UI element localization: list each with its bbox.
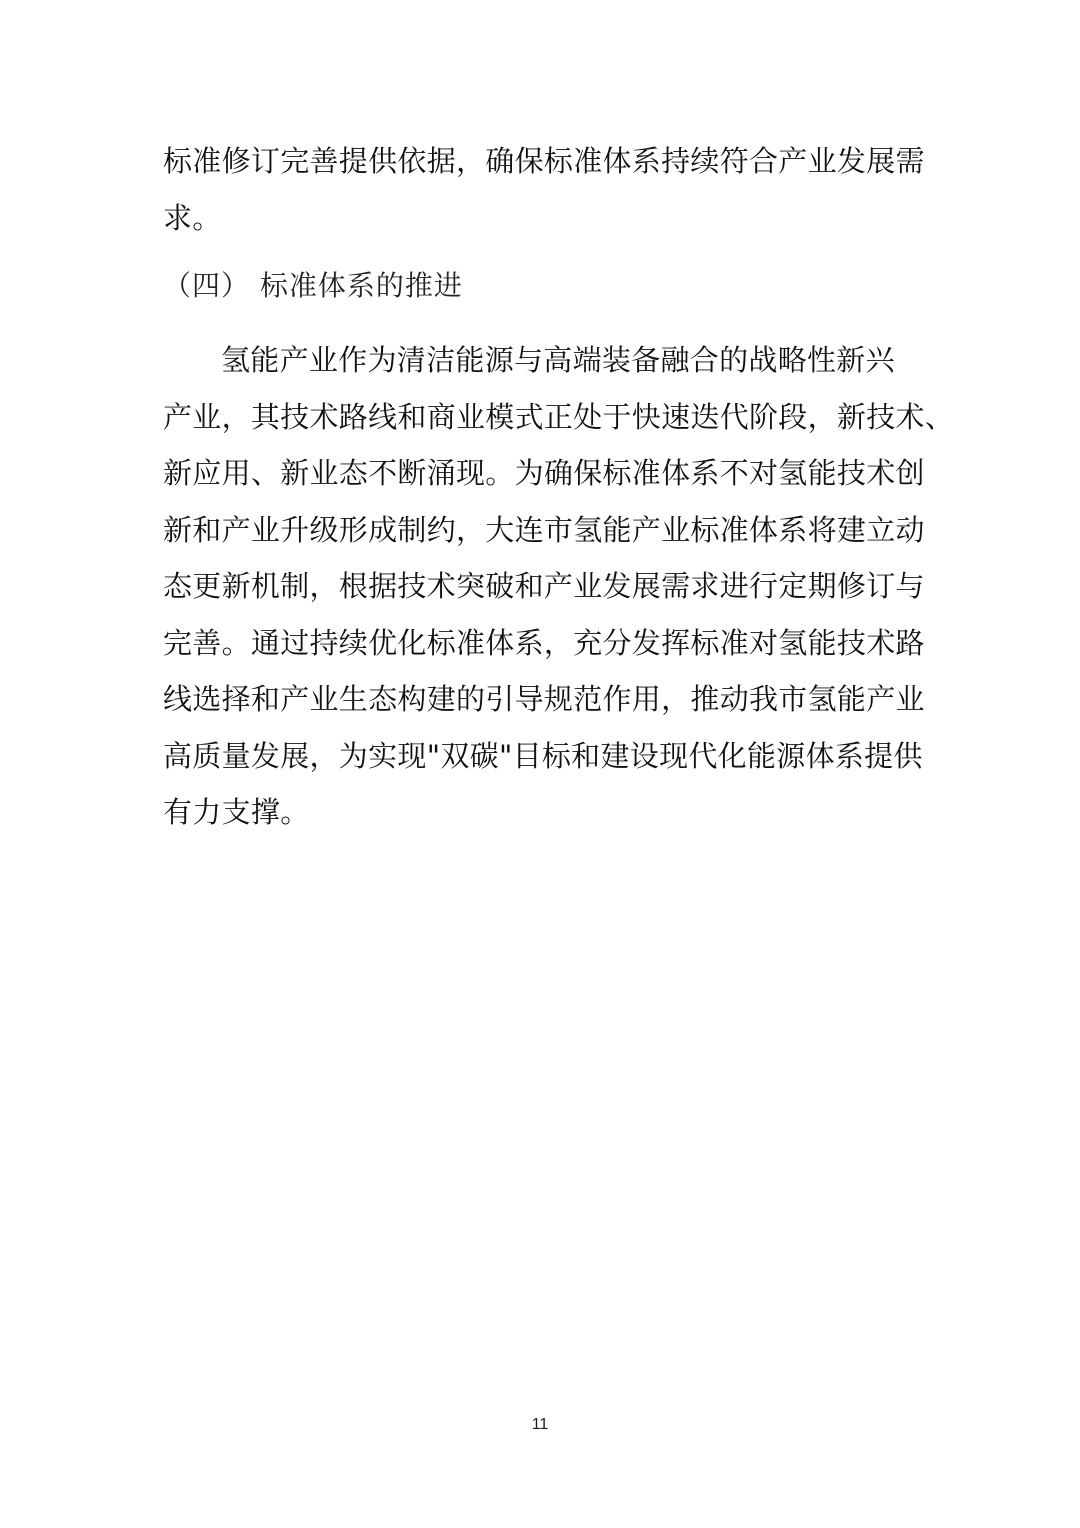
- paragraph-line: 新应用、新业态不断涌现。为确保标准体系不对氢能技术创: [163, 456, 925, 490]
- paragraph-line: 态更新机制，根据技术突破和产业发展需求进行定期修订与: [163, 569, 925, 603]
- paragraph-line: 产业，其技术路线和商业模式正处于快速迭代阶段，新技术、: [163, 400, 955, 434]
- section-heading: （四） 标准体系的推进: [163, 269, 463, 302]
- paragraph-line: 新和产业升级形成制约，大连市氢能产业标准体系将建立动: [163, 513, 925, 547]
- paragraph-line: 完善。通过持续优化标准体系，充分发挥标准对氢能技术路: [163, 626, 925, 660]
- page-number: 11: [531, 1416, 549, 1433]
- continued-paragraph-line: 标准修订完善提供依据，确保标准体系持续符合产业发展需: [163, 144, 925, 178]
- paragraph-line: 高质量发展，为实现"双碳"目标和建设现代化能源体系提供: [163, 739, 923, 773]
- continued-paragraph-line: 求。: [163, 201, 222, 235]
- paragraph-line: 有力支撑。: [163, 795, 310, 829]
- paragraph-line: 线选择和产业生态构建的引导规范作用，推动我市氢能产业: [163, 682, 925, 716]
- paragraph-line: 氢能产业作为清洁能源与高端装备融合的战略性新兴: [221, 343, 895, 377]
